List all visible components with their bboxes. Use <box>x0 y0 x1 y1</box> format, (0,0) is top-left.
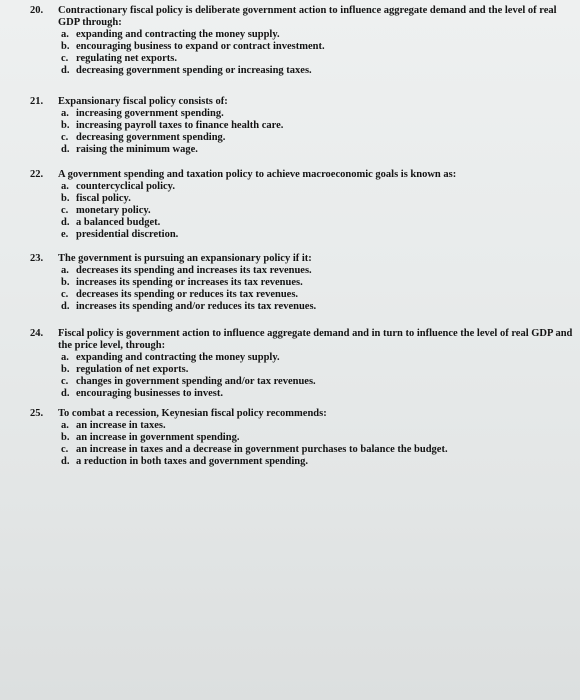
option-letter: d. <box>61 65 70 76</box>
option-text: increases its spending or increases its tax revenues. <box>76 277 303 288</box>
question-text: Contractionary fiscal policy is deliberate government action to influence aggregate demand and the level of real GDP through: <box>58 5 557 28</box>
option-text: a balanced budget. <box>76 217 161 228</box>
option-a <box>61 108 575 120</box>
option-c <box>61 53 575 65</box>
option-c <box>61 205 575 217</box>
option-text: an increase in government spending. <box>76 432 240 443</box>
option-text: decreasing government spending. <box>76 132 226 143</box>
answer-options <box>61 352 575 400</box>
question-21 <box>30 96 575 156</box>
question-number: 23. <box>30 253 44 264</box>
option-letter: a. <box>61 352 69 363</box>
option-text: expanding and contracting the money supply. <box>76 352 280 363</box>
question-stem <box>30 408 575 420</box>
option-text: countercyclical policy. <box>76 181 175 192</box>
option-c <box>61 289 575 301</box>
option-b <box>61 277 575 289</box>
option-text: expanding and contracting the money supply. <box>76 29 280 40</box>
option-letter: b. <box>61 193 70 204</box>
option-a <box>61 420 575 432</box>
option-text: fiscal policy. <box>76 193 131 204</box>
option-letter: a. <box>61 181 69 192</box>
question-text: To combat a recession, Keynesian fiscal policy recommends: <box>58 408 327 419</box>
option-letter: b. <box>61 432 70 443</box>
option-d <box>61 301 575 313</box>
question-stem <box>30 96 575 108</box>
option-d <box>61 217 575 229</box>
option-text: decreases its spending and increases its tax revenues. <box>76 265 312 276</box>
question-stem <box>30 169 575 181</box>
option-e <box>61 229 575 241</box>
option-letter: d. <box>61 456 70 467</box>
question-number: 24. <box>30 328 44 339</box>
option-text: monetary policy. <box>76 205 151 216</box>
option-letter: b. <box>61 41 70 52</box>
option-a <box>61 181 575 193</box>
option-letter: b. <box>61 364 70 375</box>
option-d <box>61 65 575 77</box>
option-a <box>61 29 575 41</box>
option-d <box>61 388 575 400</box>
question-22 <box>30 169 575 241</box>
question-text: Fiscal policy is government action to influence aggregate demand and in turn to influence the level of real GDP and the price level, through: <box>58 328 573 351</box>
option-letter: c. <box>61 376 69 387</box>
option-text: presidential discretion. <box>76 229 179 240</box>
question-number: 25. <box>30 408 44 419</box>
option-letter: c. <box>61 444 69 455</box>
question-text: The government is pursuing an expansionary policy if it: <box>58 253 312 264</box>
question-23 <box>30 253 575 313</box>
option-b <box>61 41 575 53</box>
option-letter: d. <box>61 217 70 228</box>
option-b <box>61 120 575 132</box>
option-text: an increase in taxes. <box>76 420 166 431</box>
option-text: decreases its spending or reduces its tax revenues. <box>76 289 299 300</box>
option-letter: b. <box>61 120 70 131</box>
option-letter: a. <box>61 29 69 40</box>
question-25 <box>30 408 575 468</box>
answer-options <box>61 181 575 241</box>
option-letter: a. <box>61 108 69 119</box>
option-text: raising the minimum wage. <box>76 144 198 155</box>
question-stem <box>30 328 575 352</box>
option-letter: a. <box>61 265 69 276</box>
answer-options <box>61 29 575 77</box>
option-text: a reduction in both taxes and government spending. <box>76 456 309 467</box>
answer-options <box>61 108 575 156</box>
question-stem <box>30 253 575 265</box>
option-letter: a. <box>61 420 69 431</box>
option-text: decreasing government spending or increasing taxes. <box>76 65 312 76</box>
option-letter: c. <box>61 53 69 64</box>
option-letter: d. <box>61 144 70 155</box>
option-letter: d. <box>61 301 70 312</box>
option-a <box>61 352 575 364</box>
question-text: Expansionary fiscal policy consists of: <box>58 96 228 107</box>
option-b <box>61 364 575 376</box>
answer-options <box>61 420 575 468</box>
option-c <box>61 132 575 144</box>
question-24 <box>30 328 575 400</box>
option-text: increasing payroll taxes to finance health care. <box>76 120 284 131</box>
option-letter: c. <box>61 289 69 300</box>
option-b <box>61 193 575 205</box>
option-text: increases its spending and/or reduces its tax revenues. <box>76 301 317 312</box>
question-number: 20. <box>30 5 44 16</box>
option-text: regulation of net exports. <box>76 364 189 375</box>
option-b <box>61 432 575 444</box>
option-text: increasing government spending. <box>76 108 224 119</box>
question-text: A government spending and taxation policy to achieve macroeconomic goals is known as: <box>58 169 457 180</box>
option-text: an increase in taxes and a decrease in government purchases to balance the budget. <box>76 444 448 455</box>
option-a <box>61 265 575 277</box>
option-letter: b. <box>61 277 70 288</box>
question-20 <box>30 5 575 77</box>
option-letter: e. <box>61 229 69 240</box>
option-letter: c. <box>61 205 69 216</box>
option-c <box>61 376 575 388</box>
answer-options <box>61 265 575 313</box>
option-text: changes in government spending and/or tax revenues. <box>76 376 316 387</box>
option-d <box>61 144 575 156</box>
option-c <box>61 444 575 456</box>
option-d <box>61 456 575 468</box>
question-number: 21. <box>30 96 44 107</box>
option-text: encouraging businesses to invest. <box>76 388 224 399</box>
question-stem <box>30 5 575 29</box>
question-number: 22. <box>30 169 44 180</box>
option-text: regulating net exports. <box>76 53 178 64</box>
option-letter: c. <box>61 132 69 143</box>
option-letter: d. <box>61 388 70 399</box>
option-text: encouraging business to expand or contract investment. <box>76 41 325 52</box>
